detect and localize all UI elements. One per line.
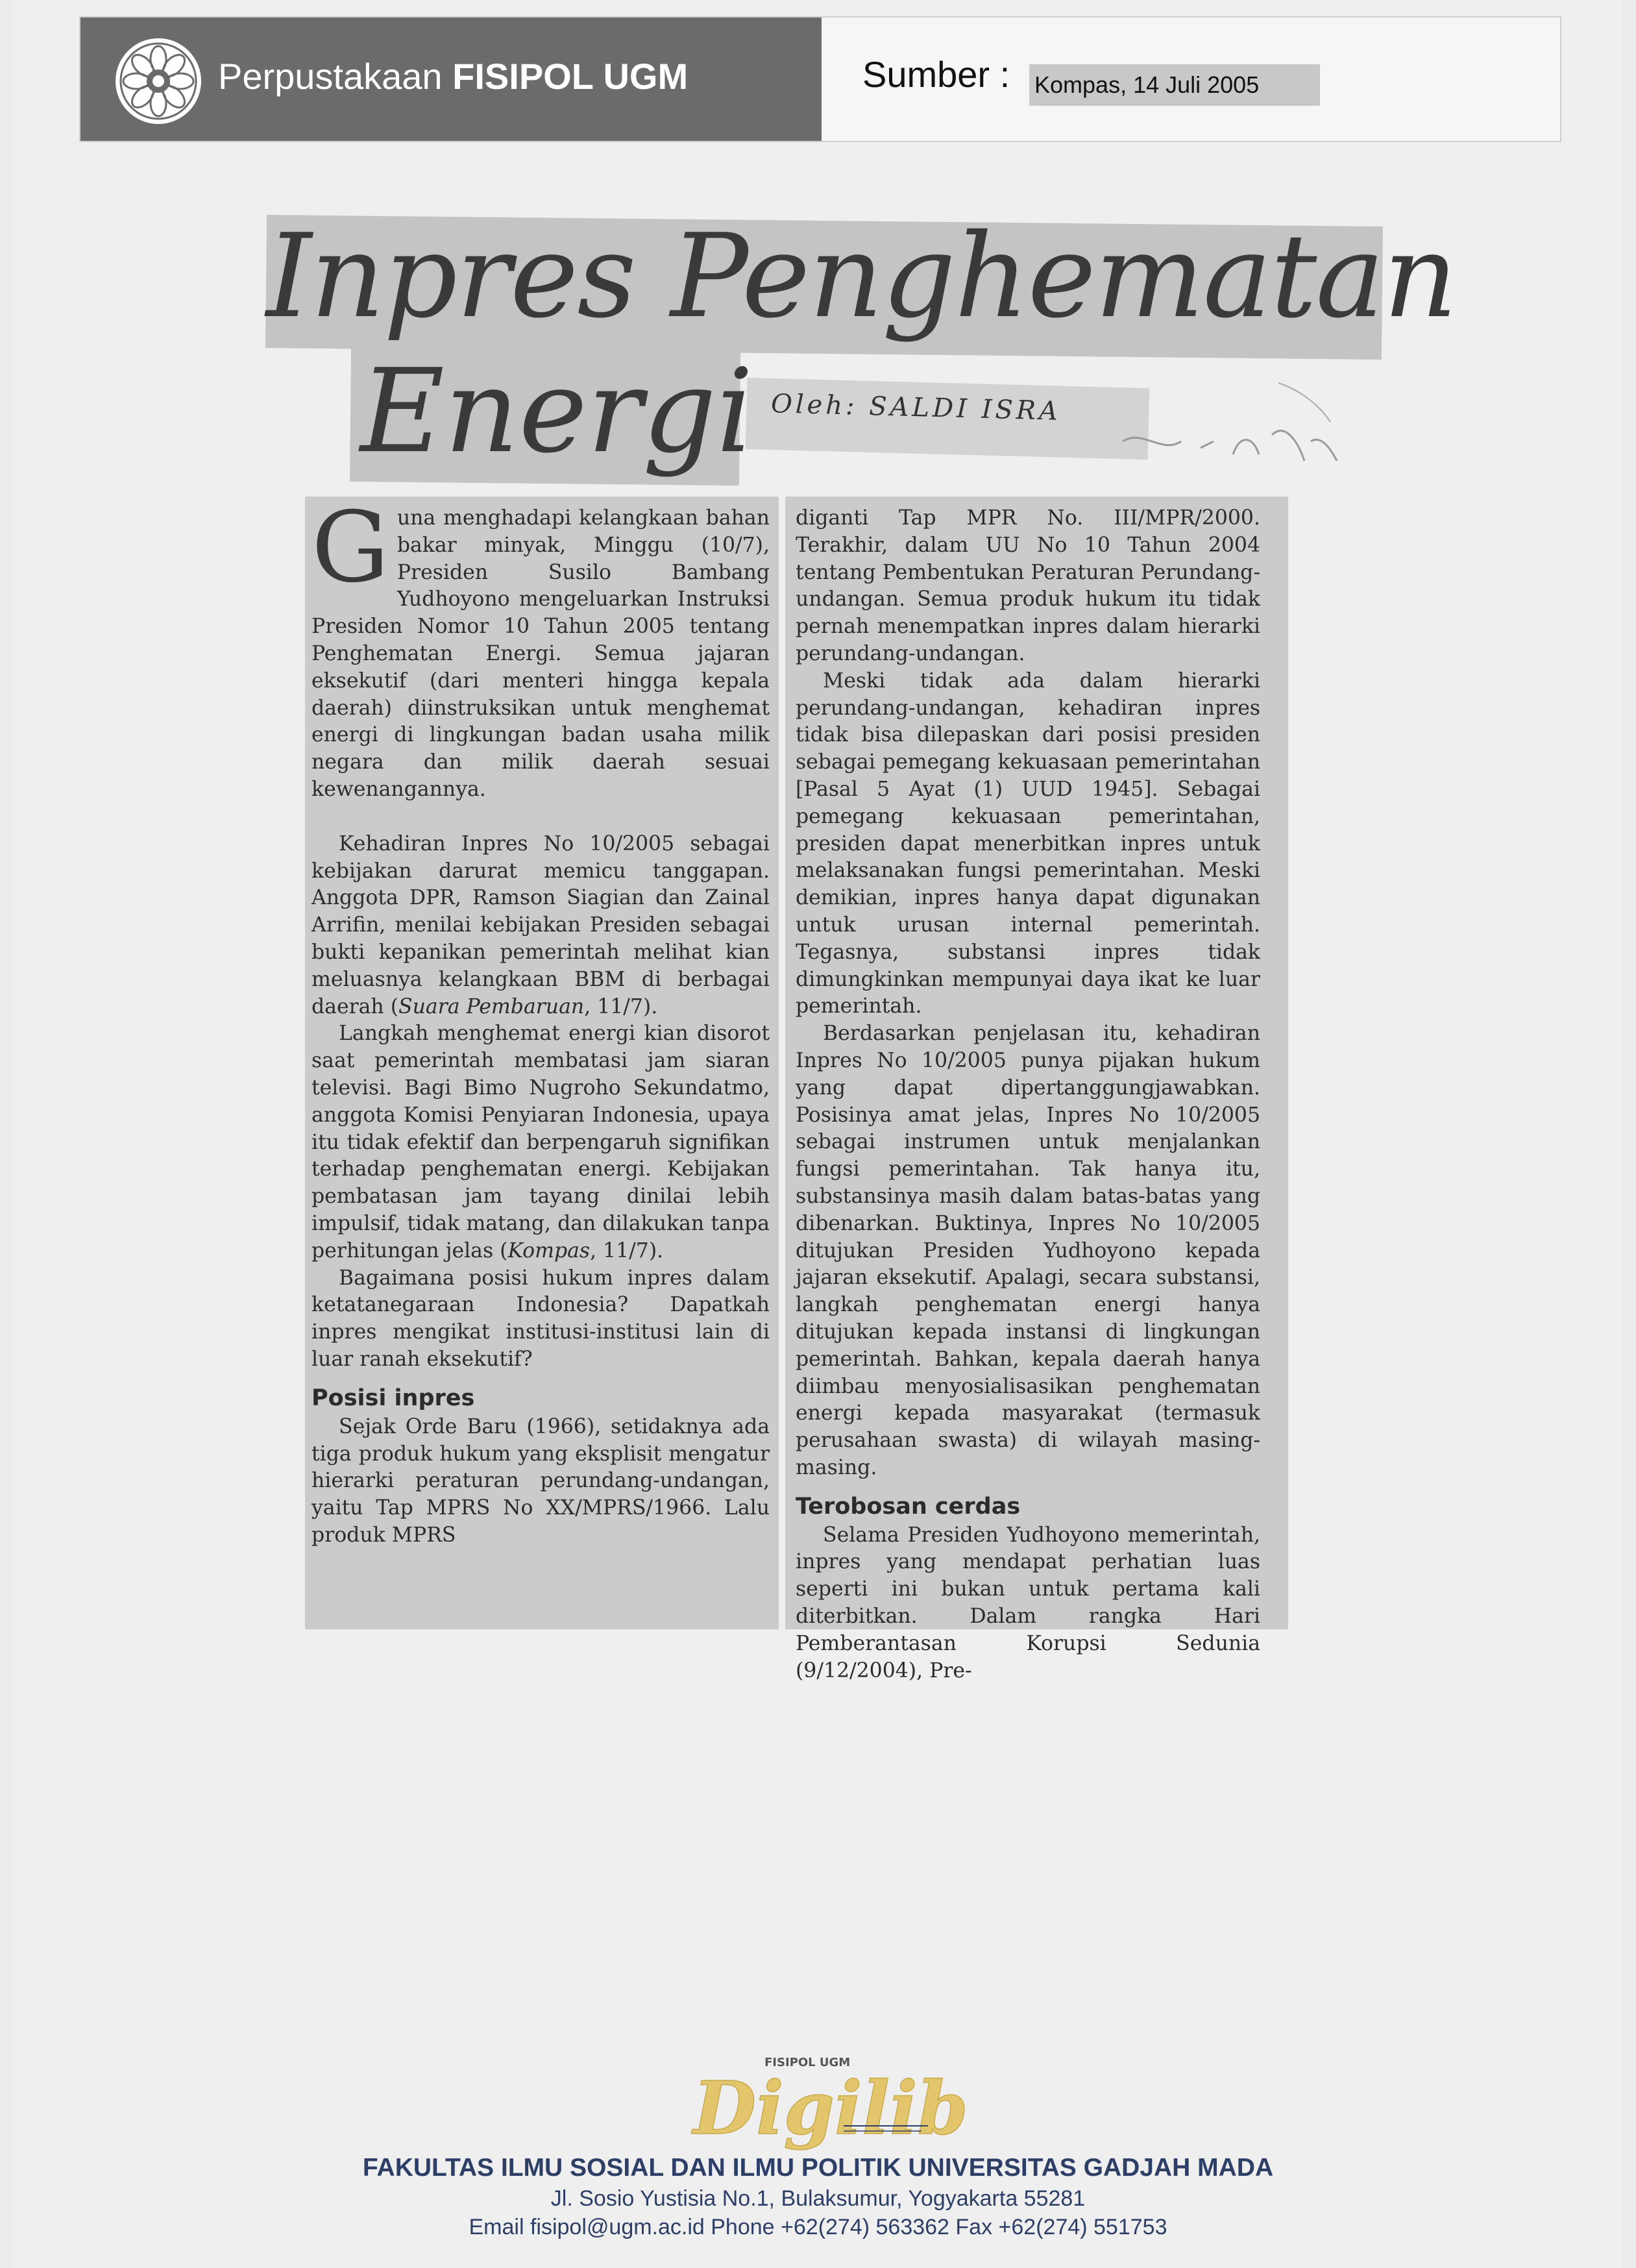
source-label: Sumber :: [862, 54, 1010, 95]
library-name: FISIPOL UGM: [452, 56, 689, 97]
library-prefix: Perpustakaan: [218, 56, 453, 97]
paragraph-text: , 11/7).: [584, 994, 658, 1018]
paragraph: Selama Presiden Yudhoyono memerintah, inpres yang mendapat perhatian luas seperti ini bukan untuk pertama kali diterbitkan. Dalam rangka Hari Pemberantasan Korupsi Sedunia (9/12/2004), Pre-: [796, 1523, 1260, 1683]
paragraph-text: una menghadapi kelangkaan bahan bakar minyak, Minggu (10/7), Presiden Susilo Bambang Yudhoyono mengeluarkan Instruksi Presiden Nomor 10 Tahun 2005 tentang Penghematan Energi. Semua jajaran eksekutif (dari menteri hingga kepala daerah) diinstruksikan untuk menghemat energi di lingkungan badan usaha milik negara dan milik daerah sesuai kewenangannya.: [311, 506, 770, 801]
library-title: [218, 55, 688, 97]
paragraph-text: Langkah menghemat energi kian disorot saat pemerintah membatasi jam siaran televisi. Bagi Bimo Nugroho Sekundatmo, anggota Komisi Penyiaran Indonesia, upaya itu tidak efektif dan berpengaruh signifikan terhadap penghematan energi. Kebijakan pembatasan jam tayang dinilai lebih impulsif, tidak matang, dan dilakukan tanpa perhitungan jelas (: [311, 1022, 770, 1263]
article-column-2: [796, 505, 1260, 1684]
citation: Kompas: [507, 1239, 591, 1263]
faculty-name: FAKULTAS ILMU SOSIAL DAN ILMU POLITIK UNIVERSITAS GADJAH MADA: [362, 2154, 1274, 2182]
article-title-line1: Inpres Penghematan: [266, 209, 1457, 343]
digilib-wordmark: Digilib: [693, 2066, 968, 2151]
digilib-small-text: FISIPOL UGM: [764, 2056, 851, 2069]
paragraph: Berdasarkan penjelasan itu, kehadiran Inpres No 10/2005 punya pijakan hukum yang dapat dipertanggungjawabkan. Posisinya amat jelas, Inpres No 10/2005 sebagai instrumen untuk menjalankan fungsi pemerintahan. Tak hanya itu, substansinya masih dalam batas-batas yang dibenarkan. Buktinya, Inpres No 10/2005 ditujukan Presiden Yudhoyono kepada jajaran eksekutif. Apalagi, secara substansi, langkah penghematan energi hanya ditujukan kepada instansi di lingkungan pemerintah. Bahkan, kepala daerah hanya diimbau menyosialisasikan penghematan energi kepada masyarakat (termasuk perusahaan swasta) di wilayah masing-masing.: [796, 1022, 1260, 1479]
article-byline: Oleh: SALDI ISRA: [770, 389, 1062, 426]
article-column-1: [311, 491, 770, 1549]
subheading: Terobosan cerdas: [796, 1493, 1021, 1520]
paragraph: Meski tidak ada dalam hierarki perundang-undangan, kehadiran inpres tidak bisa dilepaskan dari posisi presiden sebagai pemegang kekuasaan pemerintahan [Pasal 5 Ayat (1) UUD 1945]. Sebagai pemegang kekuasaan pemerintahan, presiden dapat menerbitkan inpres untuk melaksanakan fungsi pemerintahan. Meski demikian, inpres hanya dapat digunakan untuk urusan internal pemerintah. Tegasnya, substansi inpres tidak dimungkinkan mempunyai daya ikat ke luar pemerintah.: [796, 669, 1260, 1018]
source-value: Kompas, 14 Juli 2005: [1029, 64, 1320, 106]
citation: Suara Pembaruan: [398, 994, 585, 1018]
paragraph: [311, 1020, 770, 1264]
paragraph: Sejak Orde Baru (1966), setidaknya ada tiga produk hukum yang eksplisit mengatur hierarki peraturan perundang-undangan, yaitu Tap MPRS No XX/MPRS/1966. Lalu produk MPRS: [311, 1414, 770, 1547]
paragraph: [311, 491, 770, 804]
paragraph: diganti Tap MPR No. III/MPR/2000. Terakhir, dalam UU No 10 Tahun 2004 tentang Pembentukan Peraturan Perundang-undangan. Semua produk hukum itu tidak pernah menempatkan inpres dalam hierarki perundang-undangan.: [796, 506, 1260, 665]
paragraph: Bagaimana posisi hukum inpres dalam ketatanegaraan Indonesia? Dapatkah inpres mengikat institusi-institusi lain di luar ranah eksekutif?: [311, 1266, 770, 1371]
handwritten-marks-icon: [1103, 364, 1363, 480]
paragraph-text: Kehadiran Inpres No 10/2005 sebagai kebijakan darurat memicu tanggapan. Anggota DPR, Ramson Siagian dan Zainal Arrifin, menilai kebijakan Presiden sebagai bukti kepanikan pemerintah melihat kian meluasnya kelangkaan BBM di berbagai daerah (: [311, 832, 770, 1018]
drop-cap: G: [311, 491, 389, 604]
library-banner: [80, 18, 822, 141]
paragraph-text: , 11/7).: [590, 1239, 664, 1263]
faculty-contact: Email fisipol@ugm.ac.id Phone +62(274) 563362 Fax +62(274) 551753: [469, 2215, 1167, 2239]
ugm-seal-icon: [113, 36, 204, 127]
faculty-address: Jl. Sosio Yustisia No.1, Bulaksumur, Yogyakarta 55281: [550, 2186, 1086, 2211]
article-title-line2: Energi: [360, 344, 753, 478]
subheading: Posisi inpres: [311, 1385, 475, 1411]
library-header: [79, 16, 1561, 142]
digilib-logo: [688, 2048, 968, 2152]
paragraph: [311, 831, 770, 1021]
